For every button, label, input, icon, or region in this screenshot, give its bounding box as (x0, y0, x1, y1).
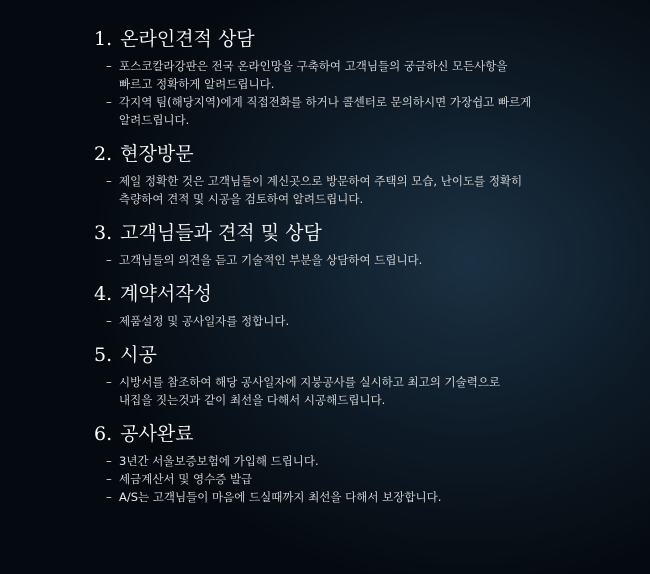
step-number: 6. (94, 423, 113, 445)
step-detail-item (94, 452, 634, 470)
step-heading (94, 219, 634, 247)
step-heading (94, 25, 634, 53)
step-number: 1. (94, 28, 113, 50)
step-detail-text: 포스코칼라강판은 전국 온라인망을 구축하여 고객님들의 궁금하신 모든사항을 빠르고 정확하게 알려드립니다. (119, 59, 508, 91)
step-detail-list (94, 251, 634, 269)
step-section (94, 219, 634, 269)
step-detail-item (94, 93, 634, 129)
step-detail-item (94, 57, 634, 93)
step-detail-text: 제일 정확한 것은 고객님들이 계신곳으로 방문하여 주택의 모습, 난이도를 정확히 측량하여 견적 및 시공을 검토하여 알려드립니다. (119, 174, 523, 206)
step-heading (94, 420, 634, 448)
dash-bullet-icon: – (106, 59, 112, 73)
step-detail-text: 시방서를 참조하여 해당 공사일자에 지붕공사를 실시하고 최고의 기술력으로 내집을 짓는것과 같이 최선을 다해서 시공해드립니다. (119, 375, 501, 407)
step-heading (94, 280, 634, 308)
step-number: 2. (94, 143, 113, 165)
dash-bullet-icon: – (106, 174, 112, 188)
step-detail-text: 세금계산서 및 영수증 발급 (119, 472, 253, 486)
step-section (94, 280, 634, 330)
dash-bullet-icon: – (106, 472, 112, 486)
step-detail-list (94, 57, 634, 129)
step-detail-list (94, 172, 634, 208)
step-detail-item (94, 312, 634, 330)
step-detail-text: A/S는 고객님들이 마음에 드실때까지 최선을 다해서 보장합니다. (119, 490, 442, 504)
step-detail-item (94, 470, 634, 488)
step-detail-item (94, 488, 634, 506)
step-section (94, 341, 634, 409)
step-detail-item (94, 251, 634, 269)
process-steps (94, 25, 634, 506)
step-detail-list (94, 452, 634, 506)
step-detail-item (94, 373, 634, 409)
step-detail-list (94, 312, 634, 330)
step-heading (94, 140, 634, 168)
step-title: 시공 (120, 344, 157, 366)
step-number: 5. (94, 344, 113, 366)
step-number: 3. (94, 222, 113, 244)
step-detail-text: 고객님들의 의견을 듣고 기술적인 부분을 상담하여 드립니다. (119, 253, 423, 267)
step-title: 계약서작성 (120, 283, 212, 305)
step-detail-text: 3년간 서울보증보험에 가입해 드립니다. (119, 454, 319, 468)
step-section (94, 420, 634, 506)
step-section (94, 25, 634, 129)
step-detail-list (94, 373, 634, 409)
step-detail-text: 각지역 팀(해당지역)에게 직접전화를 하거나 콜센터로 문의하시면 가장쉽고 빠르게 알려드립니다. (119, 95, 532, 127)
step-title: 고객님들과 견적 및 상담 (120, 222, 322, 244)
dash-bullet-icon: – (106, 314, 112, 328)
dash-bullet-icon: – (106, 454, 112, 468)
step-title: 공사완료 (120, 423, 194, 445)
step-title: 온라인견적 상담 (120, 28, 255, 50)
step-section (94, 140, 634, 208)
dash-bullet-icon: – (106, 95, 112, 109)
dash-bullet-icon: – (106, 490, 112, 504)
step-detail-text: 제품설정 및 공사일자를 정합니다. (119, 314, 290, 328)
step-heading (94, 341, 634, 369)
step-number: 4. (94, 283, 113, 305)
dash-bullet-icon: – (106, 375, 112, 389)
step-title: 현장방문 (120, 143, 194, 165)
step-detail-item (94, 172, 634, 208)
dash-bullet-icon: – (106, 253, 112, 267)
